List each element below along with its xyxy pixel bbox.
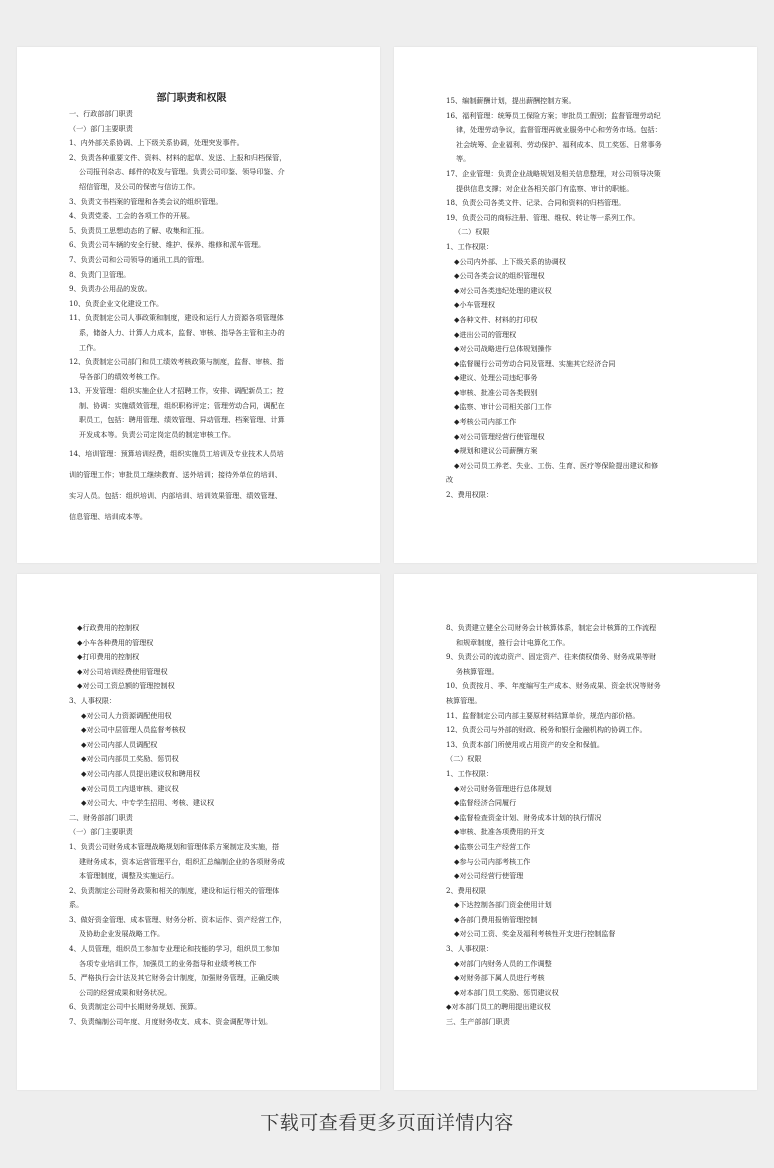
text-line: ◆监督履行公司劳动合同及管理、实施其它经济合同 xyxy=(454,358,616,368)
text-line: ◆对公司战略进行总体规划操作 xyxy=(454,344,552,354)
text-line: 11、负责制定公司人事政策和制度，建设和运行人力资源各项管理体 xyxy=(69,313,284,323)
text-line: 三、生产部部门职责 xyxy=(446,1017,510,1027)
document-page-4 xyxy=(394,574,757,1090)
document-title: 部门职责和权限 xyxy=(156,93,227,104)
text-line: 1、工作权限： xyxy=(446,241,494,251)
text-line: ◆参与公司内部考核工作 xyxy=(454,856,531,866)
text-line: ◆对公司管理经营行使管理权 xyxy=(454,431,545,441)
download-more-link[interactable]: 下载可查看更多页面详情内容 xyxy=(260,1112,514,1134)
text-line: ◆监督经济合同履行 xyxy=(454,798,517,808)
page-content xyxy=(394,574,757,1030)
text-line: ◆打印费用的控制权 xyxy=(77,652,140,662)
text-line: 2、负责制定公司财务政策和相关的制度，建设和运行相关的管理体 xyxy=(69,885,280,895)
text-line: 15、编制薪酬计划，提出薪酬控制方案。 xyxy=(446,96,576,105)
page-content xyxy=(394,47,757,503)
document-page-2 xyxy=(394,47,757,563)
text-line: 系。 xyxy=(69,900,84,910)
page-content xyxy=(17,47,380,527)
text-line: ◆各种文件、材料的打印权 xyxy=(454,314,538,324)
document-page-3 xyxy=(17,574,380,1090)
text-line: 1、内外部关系协调、上下级关系协调，处理突发事件。 xyxy=(69,138,244,148)
page-lines xyxy=(446,621,711,1030)
text-line: 提供信息支撑；对企业各相关部门有监察、审计的职能。 xyxy=(456,183,634,193)
text-line: 5、严格执行会计法及其它财务会计制度，加强财务管理，正确反映 xyxy=(69,973,280,983)
page-lines xyxy=(69,107,334,527)
text-line: 13、开发管理：组织实施企业人才招聘工作，安排、调配新员工；控 xyxy=(69,386,284,396)
text-line: ◆对本部门员工奖励、惩罚建议权 xyxy=(454,987,559,997)
text-line: 核算管理。 xyxy=(446,695,482,705)
text-line: ◆各部门费用报销管理控制 xyxy=(454,914,538,924)
text-line: ◆审核、批准公司各类假别 xyxy=(454,387,538,397)
text-line: 2、负责各种重要文件、资料、材料的起草、发送、上报和归档保管， xyxy=(69,152,287,162)
text-line: ◆对公司工资、奖金及福利考核性开支进行控制监督 xyxy=(454,929,616,939)
text-line: 建财务成本，资本运营管理平台，组织汇总编制企业的各项财务成 xyxy=(79,856,285,866)
text-line: ◆行政费用的控制权 xyxy=(77,623,140,632)
text-line: 10、负责企业文化建设工作。 xyxy=(69,298,164,308)
text-line: 6、负责制定公司中长期财务规划、预算。 xyxy=(69,1002,202,1012)
text-line: ◆对公司工资总额的管理控制权 xyxy=(77,681,175,691)
text-line: ◆对公司培训经费使用管理权 xyxy=(77,666,168,676)
text-line: ◆对公司大、中专学生招用、考核、建议权 xyxy=(81,798,215,808)
text-line: 8、负责建立健全公司财务会计核算体系，制定会计核算的工作流程 xyxy=(446,623,657,632)
text-line: 等。 xyxy=(456,154,471,164)
text-line: ◆考核公司内部工作 xyxy=(454,417,517,427)
text-line: 1、负责公司财务成本管理战略规划和管理体系方案制定及实施，搭 xyxy=(69,841,280,851)
text-line: 二、财务部部门职责 xyxy=(69,812,133,822)
text-line: （二）权限 xyxy=(454,227,490,237)
text-line: ◆对财务部下属人员进行考核 xyxy=(454,973,545,983)
text-line: 14、培训管理：预算培训经费，组织实施员工培训及专业技术人员培 xyxy=(69,448,284,458)
text-line: 工作。 xyxy=(79,342,101,352)
text-line: ◆监察公司生产经营工作 xyxy=(454,841,531,851)
text-line: ◆对公司各类违纪处理的建议权 xyxy=(454,285,552,295)
text-line: ◆对公司经营行使管理 xyxy=(454,871,524,881)
text-line: 17、企业管理：负责企业战略规划及相关信息整理，对公司领导决策 xyxy=(446,168,661,178)
text-line: 改 xyxy=(446,475,454,485)
text-line: ◆对公司中层管理人员监督考核权 xyxy=(81,725,186,735)
text-line: 社会统筹、企业福利、劳动保护、福利成本、员工奖惩、日常事务 xyxy=(456,139,662,149)
text-line: 7、负责编制公司年度、月度财务收支、成本、资金调配等计划。 xyxy=(69,1017,273,1027)
text-line: 3、负责文书档案的管理和各类会议的组织管理。 xyxy=(69,196,223,206)
text-line: ◆对公司员工内退审核、建议权 xyxy=(81,783,179,793)
text-line: ◆对公司内部员工奖励、惩罚权 xyxy=(81,754,179,764)
text-line: 9、负责公司的流动资产、固定资产、往来债权债务、财务成果等财 xyxy=(446,652,657,662)
text-line: 公司的经营成果和财务状况。 xyxy=(79,987,172,997)
text-line: 2、费用权限 xyxy=(446,885,486,895)
text-line: 13、负责本部门所使用或占用资产的安全和保值。 xyxy=(446,739,604,749)
text-line: ◆对公司内部人员提出建议权和聘用权 xyxy=(81,768,200,778)
text-line: 本管理制度，调整及实施运行。 xyxy=(79,871,179,881)
text-line: 3、做好资金管理、成本管理、财务分析、资本运作、资产经营工作， xyxy=(69,914,287,924)
text-line: ◆公司内外部、上下级关系的协调权 xyxy=(454,256,566,266)
text-line: ◆对公司内部人员调配权 xyxy=(81,739,158,749)
text-line: 各项专业培训工作，加强员工的业务指导和业绩考核工作 xyxy=(79,958,257,968)
text-line: 和规章制度，推行会计电算化工作。 xyxy=(456,637,570,647)
text-line: 4、负责党委、工会的各项工作的开展。 xyxy=(69,211,195,221)
text-line: 导各部门的绩效考核工作。 xyxy=(79,371,165,381)
text-line: ◆对部门内财务人员的工作调整 xyxy=(454,958,552,968)
text-line: 12、负责公司与外部的财政、税务和银行金融机构的协调工作。 xyxy=(446,725,647,735)
text-line: 12、负责制定公司部门和员工绩效考核政策与制度，监督、审核、指 xyxy=(69,357,284,367)
text-line: （二）权限 xyxy=(446,754,482,764)
text-line: ◆小车各种费用的管理权 xyxy=(77,637,154,647)
page-lines xyxy=(69,621,334,1030)
text-line: 5、负责员工思想动态的了解、收集和汇报。 xyxy=(69,225,209,235)
text-line: 系，储备人力、计算人力成本，监督、审核、指导各主管和主办的 xyxy=(79,327,285,337)
text-line: 信息管理、培训成本等。 xyxy=(69,511,148,521)
text-line: 训的管理工作；审批员工继续教育、送外培训；接待外单位的培训、 xyxy=(69,469,282,479)
text-line: ◆公司各类会议的组织管理权 xyxy=(454,271,545,281)
text-line: 8、负责门卫管理。 xyxy=(69,269,131,279)
text-line: 1、工作权限： xyxy=(446,768,494,778)
text-line: ◆小车管理权 xyxy=(454,300,495,310)
text-line: 公司报刊杂志、邮件的收发与管理。负责公司印鉴、领导印鉴、介 xyxy=(79,167,285,177)
text-line: 制、协调：实施绩效管理，组织职称评定；管理劳动合同，调配在 xyxy=(79,400,285,410)
text-line: （一）部门主要职责 xyxy=(69,827,133,837)
text-line: 10、负责按月、季、年度编写生产成本、财务成果、资金状况等财务 xyxy=(446,681,661,691)
text-line: ◆对本部门员工的聘用提出建议权 xyxy=(446,1002,551,1012)
text-line: 实习人员。包括：组织培训、内部培训、培训效果管理、绩效管理、 xyxy=(69,490,282,500)
text-line: 6、负责公司车辆的安全行驶、维护、保养、维修和派车管理。 xyxy=(69,240,266,250)
text-line: 18、负责公司各类文件、记录、合同和资料的归档管理。 xyxy=(446,198,626,208)
text-line: ◆监察、审计公司相关部门工作 xyxy=(454,402,552,412)
text-line: 7、负责公司和公司领导的通讯工具的管理。 xyxy=(69,254,209,264)
text-line: 职员工，包括：聘用管理、绩效管理、异动管理、档案管理、计算 xyxy=(79,415,285,425)
page-content xyxy=(17,574,380,1030)
text-line: 3、人事权限： xyxy=(446,944,494,954)
text-line: 4、人员管理，组织员工参加专业理论和技能的学习，组织员工参加 xyxy=(69,944,280,954)
text-line: ◆规划和建议公司薪酬方案 xyxy=(454,446,538,456)
text-line: 一、行政部部门职责 xyxy=(69,109,133,118)
text-line: 律，处理劳动争议，监督管理再就业服务中心和劳务市场。包括： xyxy=(456,125,662,135)
text-line: 2、费用权限： xyxy=(446,490,494,500)
text-line: ◆下达控制各部门资金使用计划 xyxy=(454,900,552,910)
text-line: ◆审核、批准各项费用的开支 xyxy=(454,827,545,837)
text-line: ◆对公司财务管理进行总体规划 xyxy=(454,783,552,793)
page-lines xyxy=(446,94,711,503)
text-line: 19、负责公司的商标注册、管理、维权、转让等一系列工作。 xyxy=(446,212,640,222)
text-line: ◆对公司员工养老、失业、工伤、生育、医疗等保险提出建议和修 xyxy=(454,460,659,470)
text-line: 开发成本等。负责公司定岗定员的制定审核工作。 xyxy=(79,430,236,440)
document-page-1 xyxy=(17,47,380,563)
text-line: ◆对公司人力资源调配使用权 xyxy=(81,710,172,720)
text-line: 16、福利管理：统筹员工保险方案；审批员工假别；监督管理劳动纪 xyxy=(446,110,661,120)
text-line: ◆建议、处理公司违纪事务 xyxy=(454,373,538,383)
text-line: ◆进出公司的管理权 xyxy=(454,329,517,339)
text-line: 9、负责办公用品的发放。 xyxy=(69,284,152,294)
text-line: 绍信管理，及公司的保密与信访工作。 xyxy=(79,181,200,191)
text-line: 11、监督制定公司内部主要原材料结算单价，规范内部价格。 xyxy=(446,710,640,720)
text-line: ◆监督检查资金计划、财务成本计划的执行情况 xyxy=(454,812,602,822)
text-line: （一）部门主要职责 xyxy=(69,123,133,133)
text-line: 及协助企业发展战略工作。 xyxy=(79,929,165,939)
text-line: 3、人事权限： xyxy=(69,695,117,705)
text-line: 务核算管理。 xyxy=(456,666,499,676)
